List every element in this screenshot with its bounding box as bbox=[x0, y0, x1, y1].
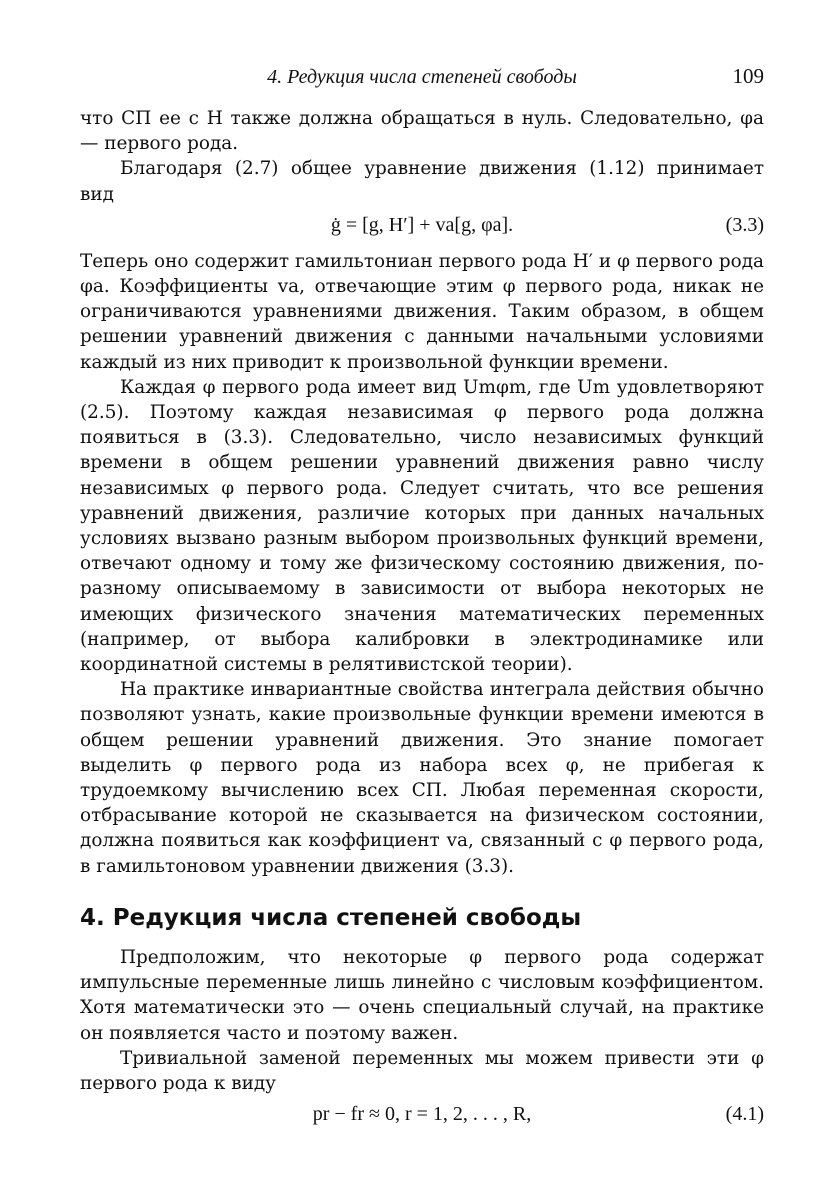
equation-4-1-number: (4.1) bbox=[725, 1103, 764, 1126]
paragraph-2: Благодаря (2.7) общее уравнение движения (1.12) принимает вид bbox=[80, 158, 764, 205]
equation-3-3-body: ġ = [g, H′] + va[g, φa]. bbox=[330, 213, 514, 236]
paragraph-4: Каждая φ первого рода имеет вид Umφm, где Um удовлетворяют (2.5). Поэтому каждая независимая φ первого рода должна появиться в (3.3). Следовательно, число независимых функций времени в общем решении уравнений движения равно числу независимых φ первого рода. Следует считать, что все решения уравнений движения, различие которых при данных начальных условиях вызвано разным выбором произвольных функций времени, отвечают одному и тому же физическому состоянию движения, по-разному описываемому в зависимости от выбора некоторых не имеющих физического значения математических переменных (например, от выбора калибровки в электродинамике или координатной системы в релятивистской теории). bbox=[80, 376, 764, 676]
paragraph-7: Тривиальной заменой переменных мы можем привести эти φ первого рода к виду bbox=[80, 1047, 764, 1094]
paragraph-6: Предположим, что некоторые φ первого рода содержат импульсные переменные лишь линейно с числовым коэффициентом. Хотя математически это — очень специальный случай, на практике он появляется часто и поэтому важен. bbox=[80, 946, 764, 1044]
equation-4-1-body: pr − fr ≈ 0, r = 1, 2, . . . , R, bbox=[312, 1103, 532, 1126]
paragraph-5: На практике инвариантные свойства интеграла действия обычно позволяют узнать, какие произвольные функции времени имеются в общем решении уравнений движения. Это знание помогает выделить φ первого рода из набора всех φ, не прибегая к трудоемкому вычислению всех СП. Любая переменная скорости, отбрасывание которой не сказывается на физическом состоянии, должна появиться как коэффициент va, связанный с φ первого рода, в гамильтоновом уравнении движения (3.3). bbox=[80, 679, 764, 877]
paragraph-1: что СП ее с H также должна обращаться в нуль. Следовательно, φa — первого рода. bbox=[80, 108, 764, 155]
paragraph-3: Теперь оно содержит гамильтониан первого рода H′ и φ первого рода φa. Коэффициенты va, отвечающие этим φ первого рода, никак не ограничиваются уравнениями движения. Таким образом, в общем решении уравнений движения с данными начальными условиями каждый из них приводит к произвольной функции времени. bbox=[80, 250, 764, 373]
page-body bbox=[80, 106, 764, 1138]
equation-4-1 bbox=[80, 1098, 764, 1134]
equation-3-3-number: (3.3) bbox=[725, 213, 764, 236]
section-heading: 4. Редукция числа степеней свободы bbox=[80, 904, 582, 931]
equation-3-3 bbox=[80, 209, 764, 245]
page-number: 109 bbox=[732, 64, 764, 88]
page-header bbox=[80, 62, 764, 92]
running-title: 4. Редукция числа степеней свободы bbox=[267, 66, 577, 88]
